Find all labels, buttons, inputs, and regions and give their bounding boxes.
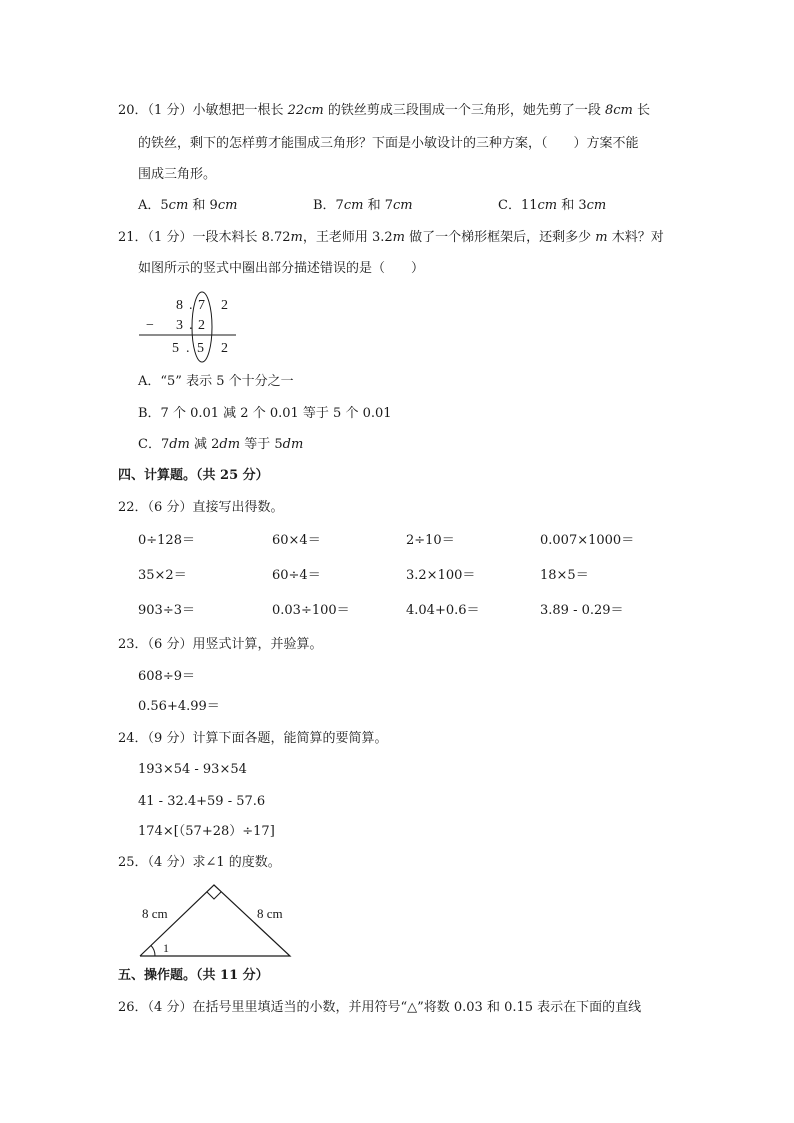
q24-item: 41 - 32.4+59 - 57.6 xyxy=(138,794,266,809)
angle-1-label: 1 xyxy=(163,941,169,955)
calc-point: . xyxy=(189,298,193,313)
calc-point: . xyxy=(186,341,190,356)
q21-line-1: 21．（1 分）一段木料长 8.72m，王老师用 3.2m 做了一个梯形框架后，还剩多少 m 木料？对 xyxy=(118,230,664,245)
q23-item: 608÷9＝ xyxy=(138,669,195,684)
q25-stem: 25．（4 分）求∠1 的度数。 xyxy=(118,855,281,870)
q24-stem: 24．（9 分）计算下面各题，能简算的要简算。 xyxy=(118,731,388,746)
section-5-title: 五、操作题。（共 11 分） xyxy=(118,968,269,983)
q21-option-b: B．7 个 0.01 减 2 个 0.01 等于 5 个 0.01 xyxy=(138,406,392,421)
q20-line-3: 围成三角形。 xyxy=(138,167,217,182)
q22-item: 35×2＝ xyxy=(138,568,187,583)
q22-item: 60÷4＝ xyxy=(272,568,321,583)
left-side-label: 8 cm xyxy=(142,906,168,921)
q20-option-b: B．7cm 和 7cm xyxy=(313,198,413,213)
q21-line-2: 如图所示的竖式中圈出部分描述错误的是（ ） xyxy=(138,261,425,276)
q22-item: 60×4＝ xyxy=(272,533,321,548)
vertical-subtraction xyxy=(130,290,250,370)
calc-digit: 8 xyxy=(176,298,183,313)
q22-item: 2÷10＝ xyxy=(406,533,455,548)
calc-digit: 2 xyxy=(221,298,228,313)
calc-digit: 2 xyxy=(221,341,228,356)
right-angle-mark xyxy=(207,892,221,899)
q22-item: 903÷3＝ xyxy=(138,603,195,618)
calc-digit: 3 xyxy=(176,318,183,333)
angle-1-arc xyxy=(151,946,155,957)
calc-digit: 5 xyxy=(172,341,179,356)
section-4-title: 四、计算题。（共 25 分） xyxy=(118,468,269,483)
q22-item: 3.89 - 0.29＝ xyxy=(540,603,624,618)
q22-item: 3.2×100＝ xyxy=(406,568,476,583)
calc-point: . xyxy=(189,318,193,333)
q26-stem: 26．（4 分）在括号里里填适当的小数，并用符号“△”将数 0.03 和 0.15 表示在下面的直线 xyxy=(118,1000,642,1015)
q22-item: 0÷128＝ xyxy=(138,533,195,548)
q22-item: 0.007×1000＝ xyxy=(540,533,635,548)
minus-sign: − xyxy=(146,318,154,333)
q22-stem: 22．（6 分）直接写出得数。 xyxy=(118,500,284,515)
q20-option-c: C．11cm 和 3cm xyxy=(498,198,607,213)
q20-line-2: 的铁丝，剩下的怎样剪才能围成三角形？下面是小敏设计的三种方案，（ ）方案不能 xyxy=(138,136,639,151)
q20-line-1: 20．（1 分）小敏想把一根长 22cm 的铁丝剪成三段围成一个三角形，她先剪了一段 8cm 长 xyxy=(118,103,651,118)
q24-item: 193×54 - 93×54 xyxy=(138,762,247,777)
q21-option-a: A．“5” 表示 5 个十分之一 xyxy=(138,374,294,389)
calc-digit: 2 xyxy=(198,318,205,333)
q21-option-c: C．7dm 减 2dm 等于 5dm xyxy=(138,437,304,452)
calc-digit: 5 xyxy=(197,341,204,356)
q24-item: 174×[（57+28）÷17] xyxy=(138,824,275,839)
q23-item: 0.56+4.99＝ xyxy=(138,699,220,714)
right-isosceles-triangle xyxy=(135,880,305,960)
q22-item: 0.03÷100＝ xyxy=(272,603,350,618)
right-side-label: 8 cm xyxy=(257,906,283,921)
q20-option-a: A．5cm 和 9cm xyxy=(138,198,238,213)
q22-item: 4.04+0.6＝ xyxy=(406,603,480,618)
q23-stem: 23．（6 分）用竖式计算，并验算。 xyxy=(118,637,323,652)
calc-digit: 7 xyxy=(198,298,205,313)
q22-item: 18×5＝ xyxy=(540,568,589,583)
